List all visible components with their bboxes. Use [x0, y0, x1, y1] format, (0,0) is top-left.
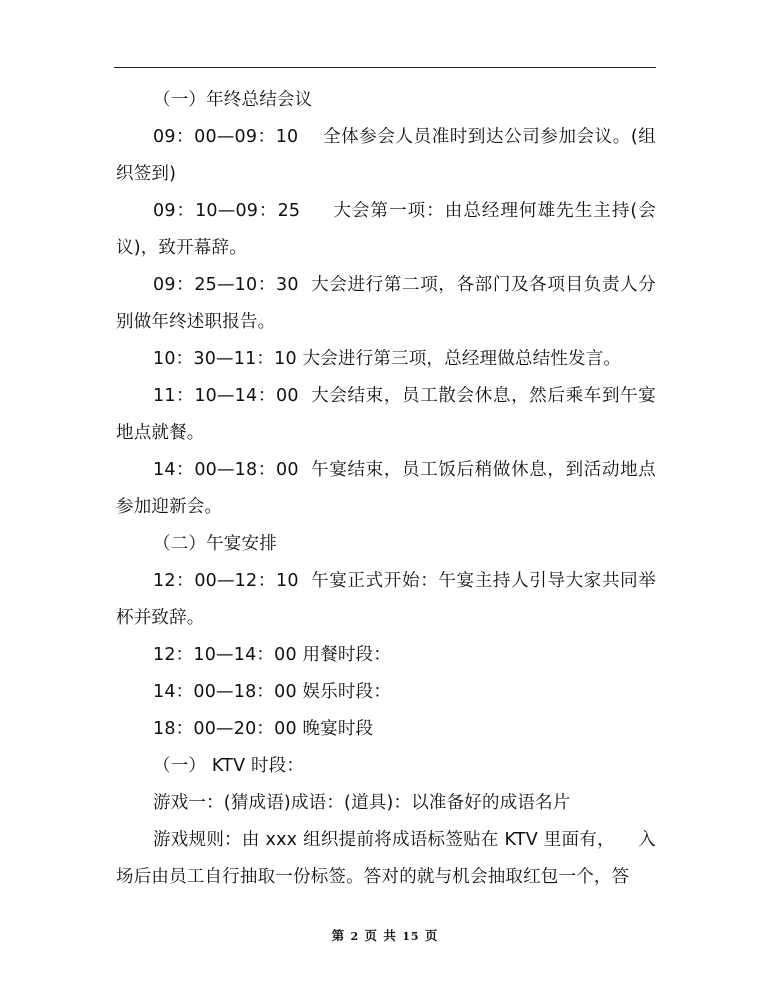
section-heading-annual-meeting: （一）年终总结会议 — [153, 90, 313, 110]
game-description: 游戏一：(猜成语)成语：(道具)：以准备好的成语名片 — [153, 793, 571, 813]
total-page-count: 15 — [402, 930, 420, 943]
schedule-item: 12：00—12：10 午宴正式开始：午宴主持人引导大家共同举杯并致辞。 — [116, 571, 656, 628]
schedule-item: 14：00—18：00 午宴结束，员工饭后稍做休息，到活动地点参加迎新会。 — [116, 460, 656, 517]
footer-prefix: 第 — [331, 928, 346, 943]
section-heading-ktv: （一） KTV 时段： — [153, 756, 305, 776]
schedule-item: 18：00—20：00 晚宴时段 — [153, 719, 374, 739]
current-page-number: 2 — [350, 930, 360, 943]
document-body — [116, 82, 656, 896]
section-heading-lunch: （二）午宴安排 — [153, 534, 277, 554]
schedule-item: 09：25—10：30 大会进行第二项，各部门及各项目负责人分别做年终述职报告。 — [116, 275, 656, 332]
schedule-item: 11：10—14：00 大会结束，员工散会休息，然后乘车到午宴地点就餐。 — [116, 386, 656, 443]
schedule-item: 14：00—18：00 娱乐时段： — [153, 682, 392, 702]
schedule-item: 12：10—14：00 用餐时段： — [153, 645, 392, 665]
footer-suffix: 页 — [424, 928, 439, 943]
schedule-item: 10：30—11：10 大会进行第三项，总经理做总结性发言。 — [153, 349, 622, 369]
schedule-item: 09：00—09：10 全体参会人员准时到达公司参加会议。(组织签到) — [116, 127, 656, 184]
header-rule — [114, 67, 656, 68]
footer-middle: 页 共 — [364, 928, 397, 943]
schedule-item: 09：10—09：25 大会第一项：由总经理何雄先生主持(会议)，致开幕辞。 — [116, 201, 656, 258]
page-footer — [0, 926, 770, 944]
game-rules: 游戏规则：由 xxx 组织提前将成语标签贴在 KTV 里面有， 入场后由员工自行抽取一份标签。答对的就与机会抽取红包一个，答 — [116, 830, 656, 887]
